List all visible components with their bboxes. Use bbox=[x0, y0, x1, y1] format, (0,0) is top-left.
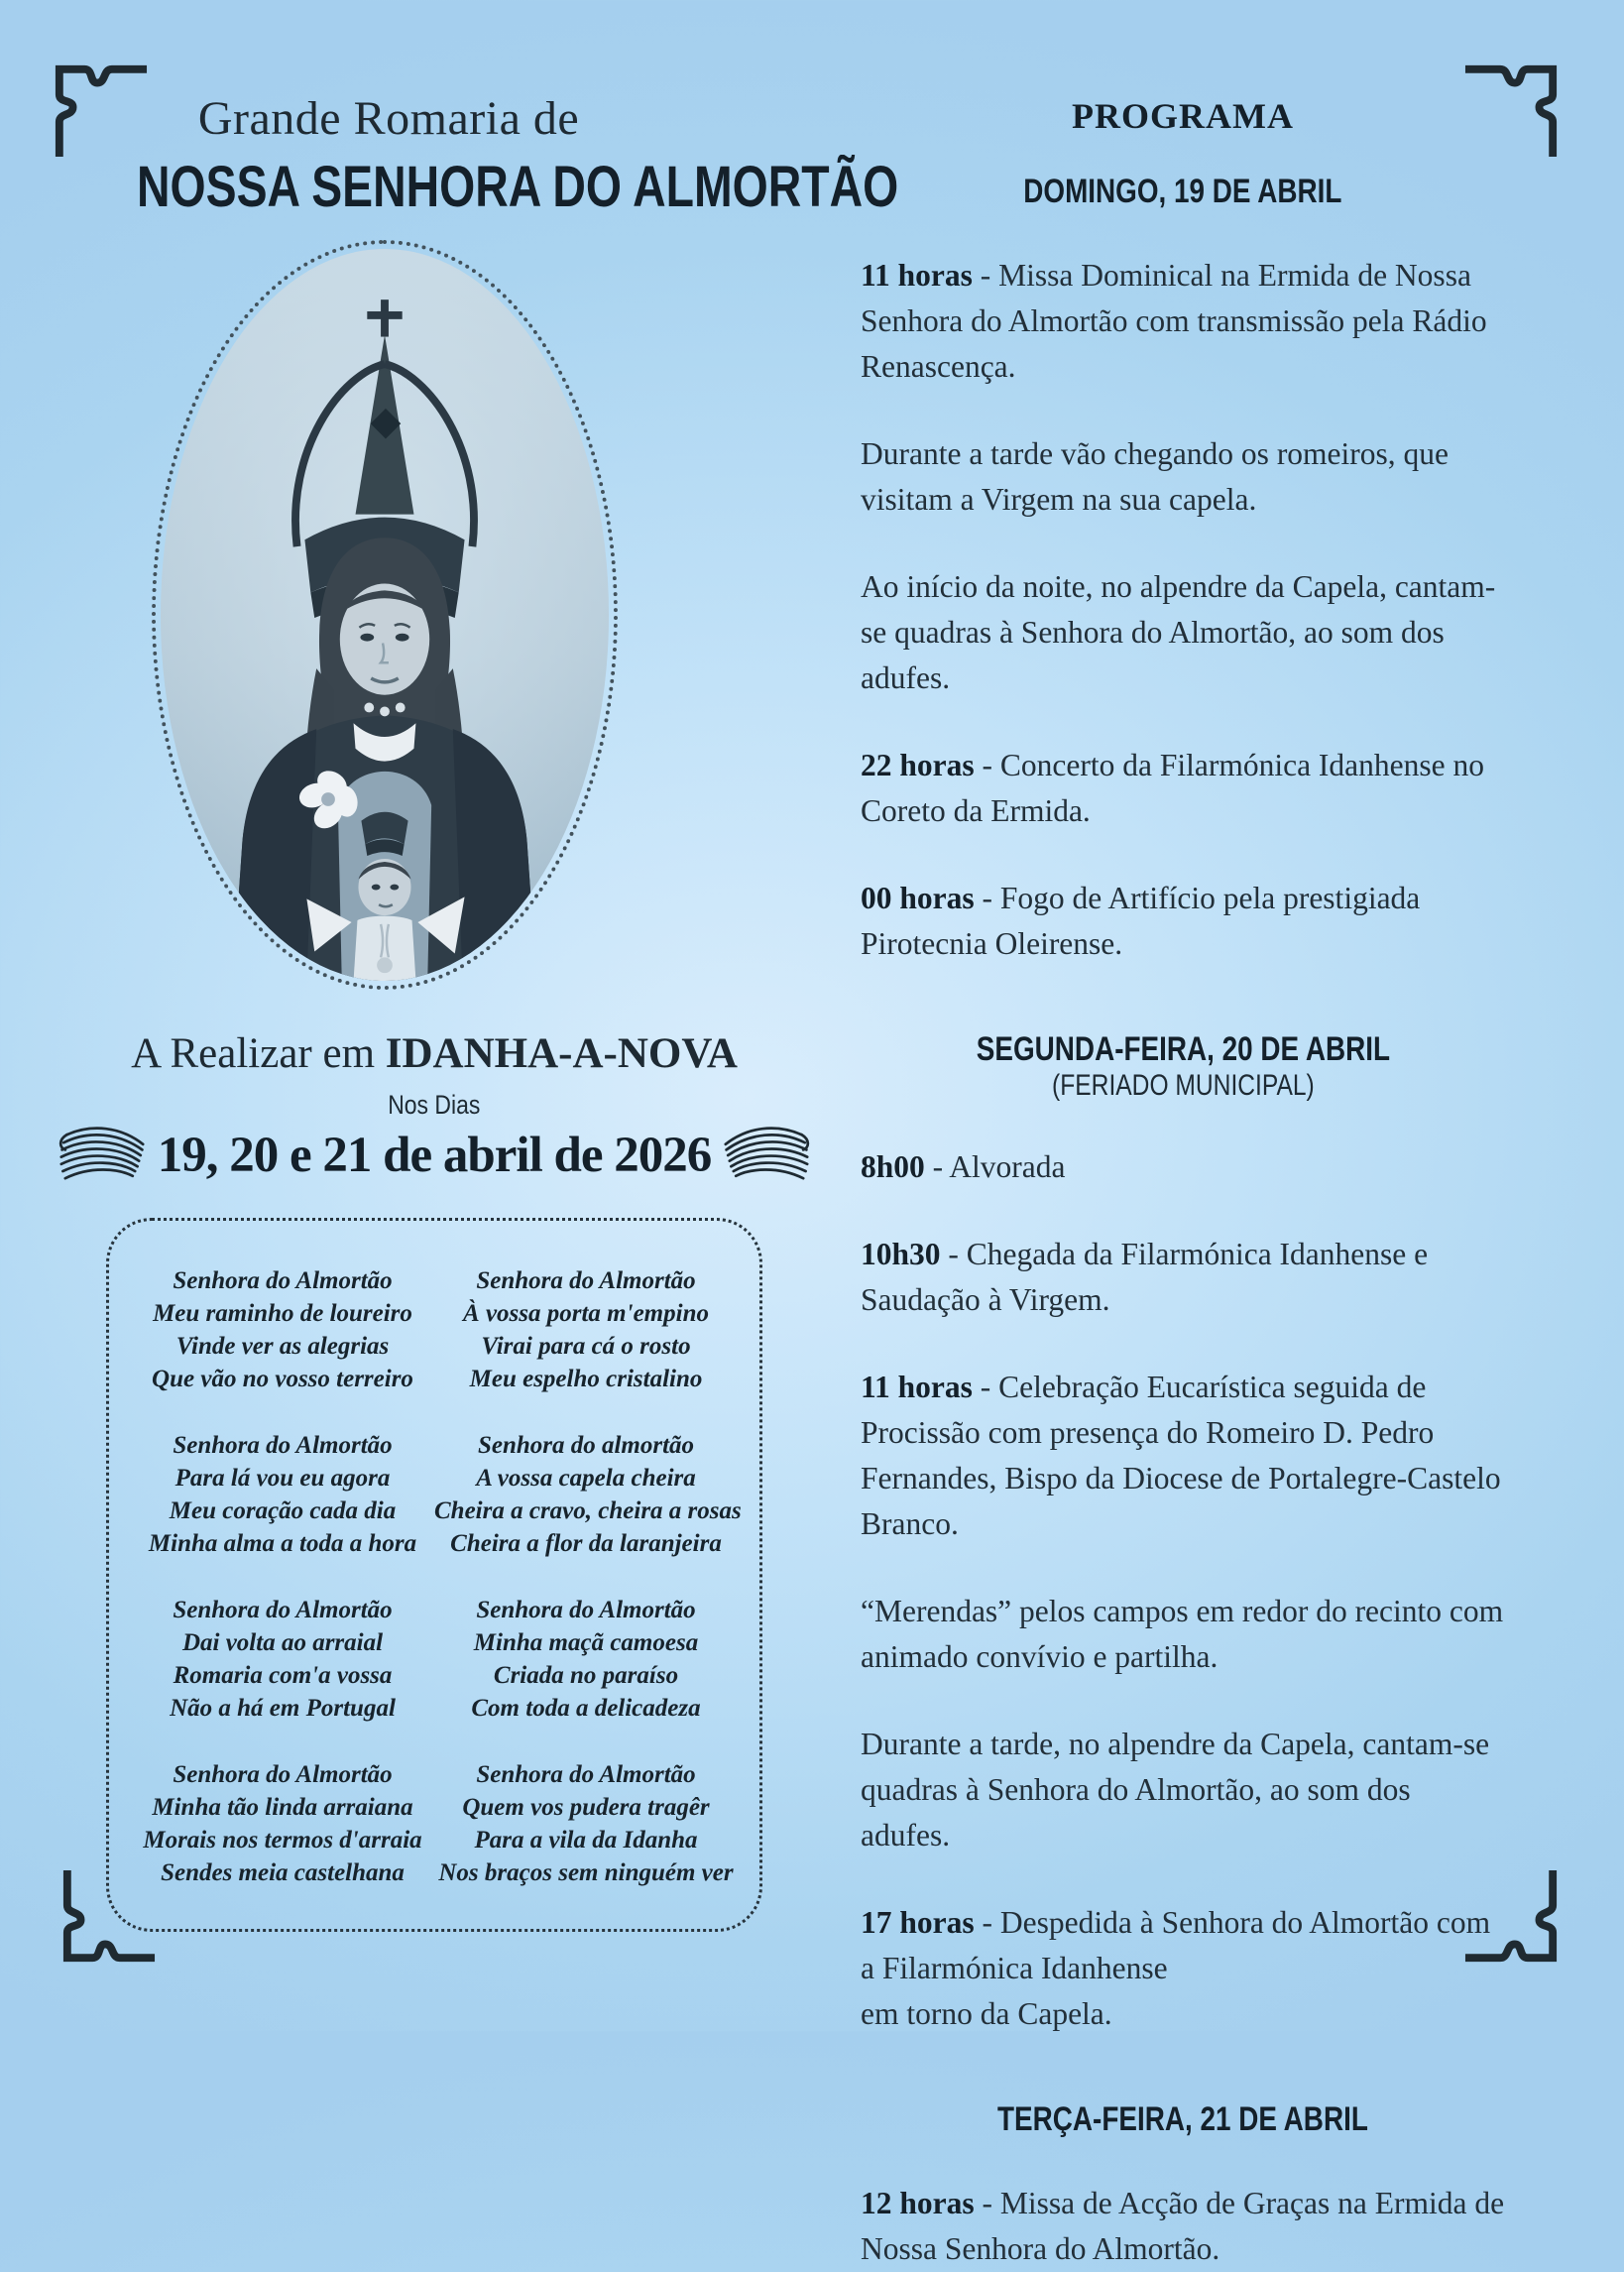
program-item: Ao início da noite, no alpendre da Capela, cantam-se quadras à Senhora do Almortão, ao som dos adufes. bbox=[861, 569, 1496, 695]
program-item-time: 11 horas bbox=[861, 258, 973, 293]
program-day-title bbox=[861, 1030, 1505, 1069]
program-item: Durante a tarde vão chegando os romeiros, que visitam a Virgem na sua capela. bbox=[861, 436, 1450, 517]
verse-line: Senhora do Almortão bbox=[476, 1761, 696, 1788]
program-item: 22 horas - Concerto da Filarmónica Idanhense no Coreto da Ermida. bbox=[861, 748, 1484, 828]
event-dates-row bbox=[87, 1123, 781, 1188]
verse-line: Minha alma a toda a hora bbox=[148, 1530, 417, 1557]
verses-box bbox=[106, 1218, 762, 1932]
verse-line: Senhora do Almortão bbox=[173, 1432, 393, 1459]
program-item-time: 8h00 bbox=[861, 1149, 925, 1184]
verse-line: Com toda a delicadeza bbox=[471, 1695, 701, 1722]
verse-stanza bbox=[434, 1429, 742, 1560]
statue-illustration bbox=[161, 249, 609, 981]
verse-line: Para a vila da Idanha bbox=[474, 1827, 698, 1853]
program-item-time: 00 horas bbox=[861, 881, 975, 915]
calligraphic-swash-icon bbox=[53, 1123, 148, 1188]
program-item-time: 12 horas bbox=[861, 2186, 975, 2220]
program-item: 8h00 - Alvorada bbox=[861, 1149, 1066, 1184]
program-item: “Merendas” pelos campos em redor do recinto com animado convívio e partilha. bbox=[861, 1594, 1504, 1674]
program-item-time: 17 horas bbox=[861, 1905, 975, 1940]
verse-line: Sendes meia castelhana bbox=[161, 1859, 405, 1886]
verse-stanza bbox=[131, 1264, 434, 1395]
verse-line: Que vão no vosso terreiro bbox=[152, 1366, 413, 1392]
verse-line: Meu coração cada dia bbox=[169, 1497, 397, 1524]
crowned-madonna-with-child-photo bbox=[161, 249, 609, 981]
verse-line: Cheira a flor da laranjeira bbox=[450, 1530, 722, 1557]
verse-line: Senhora do Almortão bbox=[173, 1267, 393, 1294]
program-day-subtitle bbox=[861, 1069, 1505, 1103]
verses-column-left bbox=[131, 1264, 434, 1889]
program-item: 00 horas - Fogo de Artifício pela prestigiada Pirotecnia Oleirense. bbox=[861, 881, 1421, 961]
verse-line: Criada no paraíso bbox=[493, 1662, 679, 1689]
program-item-time: 11 horas bbox=[861, 1370, 973, 1404]
verse-line: Senhora do almortão bbox=[477, 1432, 695, 1459]
program-item: 10h30 - Chegada da Filarmónica Idanhense e Saudação à Virgem. bbox=[861, 1237, 1429, 1317]
program-item: 11 horas - Missa Dominical na Ermida de Nossa Senhora do Almortão com transmissão pela Rádio Renascença. bbox=[861, 258, 1487, 384]
verse-line: Morais nos termos d'arraia bbox=[143, 1827, 422, 1853]
calligraphic-swash-icon bbox=[721, 1123, 816, 1188]
program-item: 12 horas - Missa de Acção de Graças na Ermida de Nossa Senhora do Almortão. bbox=[861, 2186, 1505, 2266]
verse-line: A vossa capela cheira bbox=[476, 1465, 696, 1492]
verse-line: Minha tão linda arraiana bbox=[152, 1794, 413, 1821]
verse-line: Meu raminho de loureiro bbox=[153, 1300, 412, 1327]
event-dates-label: Nos Dias bbox=[388, 1090, 481, 1120]
verse-stanza bbox=[131, 1758, 434, 1889]
program-days bbox=[861, 173, 1505, 2272]
event-location-prefix: A Realizar em bbox=[131, 1030, 386, 1077]
verse-stanza bbox=[434, 1264, 738, 1395]
verse-line: Vinde ver as alegrias bbox=[175, 1333, 390, 1360]
program-day-title bbox=[861, 2100, 1505, 2139]
program-day-title-text: SEGUNDA-FEIRA, 20 DE ABRIL bbox=[976, 1030, 1390, 1068]
verse-line: Virai para cá o rosto bbox=[481, 1333, 691, 1360]
verse-line: Romaria com'a vossa bbox=[173, 1662, 393, 1689]
verse-line: Quem vos pudera tragêr bbox=[462, 1794, 710, 1821]
program-day-title-text: TERÇA-FEIRA, 21 DE ABRIL bbox=[997, 2100, 1368, 2138]
verse-line: À vossa porta m'empino bbox=[463, 1300, 709, 1327]
program-day-title bbox=[861, 173, 1505, 211]
verse-line: Para lá vou eu agora bbox=[174, 1465, 391, 1492]
program-day-subtitle-text: (FERIADO MUNICIPAL) bbox=[1051, 1069, 1315, 1102]
program-day-title-text: DOMINGO, 19 DE ABRIL bbox=[1023, 173, 1342, 210]
statue-photo-frame bbox=[152, 240, 618, 990]
program-item: 17 horas - Despedida à Senhora do Almortão com a Filarmónica Idanhense em torno da Capela. bbox=[861, 1905, 1491, 2031]
verse-stanza bbox=[434, 1758, 738, 1889]
verse-line: Senhora do Almortão bbox=[173, 1597, 393, 1623]
program-item: 11 horas - Celebração Eucarística seguida de Procissão com presença do Romeiro D. Pedro Fernandes, Bispo da Diocese de Portalegre-Castelo Branco. bbox=[861, 1370, 1501, 1541]
verse-line: Dai volta ao arraial bbox=[181, 1629, 384, 1656]
program-item-time: 10h30 bbox=[861, 1237, 941, 1271]
event-location-name: IDANHA-A-NOVA bbox=[385, 1030, 738, 1077]
verse-line: Senhora do Almortão bbox=[173, 1761, 393, 1788]
verse-line: Minha maçã camoesa bbox=[473, 1629, 699, 1656]
verse-line: Meu espelho cristalino bbox=[469, 1366, 703, 1392]
verse-line: Senhora do Almortão bbox=[476, 1267, 696, 1294]
event-dates: 19, 20 e 21 de abril de 2026 bbox=[157, 1128, 712, 1183]
verses-column-right bbox=[434, 1264, 742, 1889]
verse-line: Cheira a cravo, cheira a rosas bbox=[434, 1497, 742, 1524]
program-item-time: 22 horas bbox=[861, 748, 975, 782]
program-heading: PROGRAMA bbox=[1072, 96, 1294, 136]
verse-line: Não a há em Portugal bbox=[170, 1695, 396, 1722]
poster-title-line2: NOSSA SENHORA DO ALMORTÃO bbox=[137, 155, 899, 219]
verse-line: Senhora do Almortão bbox=[476, 1597, 696, 1623]
verse-stanza bbox=[434, 1594, 738, 1725]
program-item: Durante a tarde, no alpendre da Capela, cantam-se quadras à Senhora do Almortão, ao som dos adufes. bbox=[861, 1727, 1490, 1853]
event-location bbox=[87, 1029, 781, 1078]
program-column bbox=[861, 0, 1505, 2272]
verse-stanza bbox=[131, 1594, 434, 1725]
poster-title-line1: Grande Romaria de bbox=[197, 92, 580, 145]
verse-line: Nos braços sem ninguém ver bbox=[438, 1859, 734, 1886]
verse-stanza bbox=[131, 1429, 434, 1560]
